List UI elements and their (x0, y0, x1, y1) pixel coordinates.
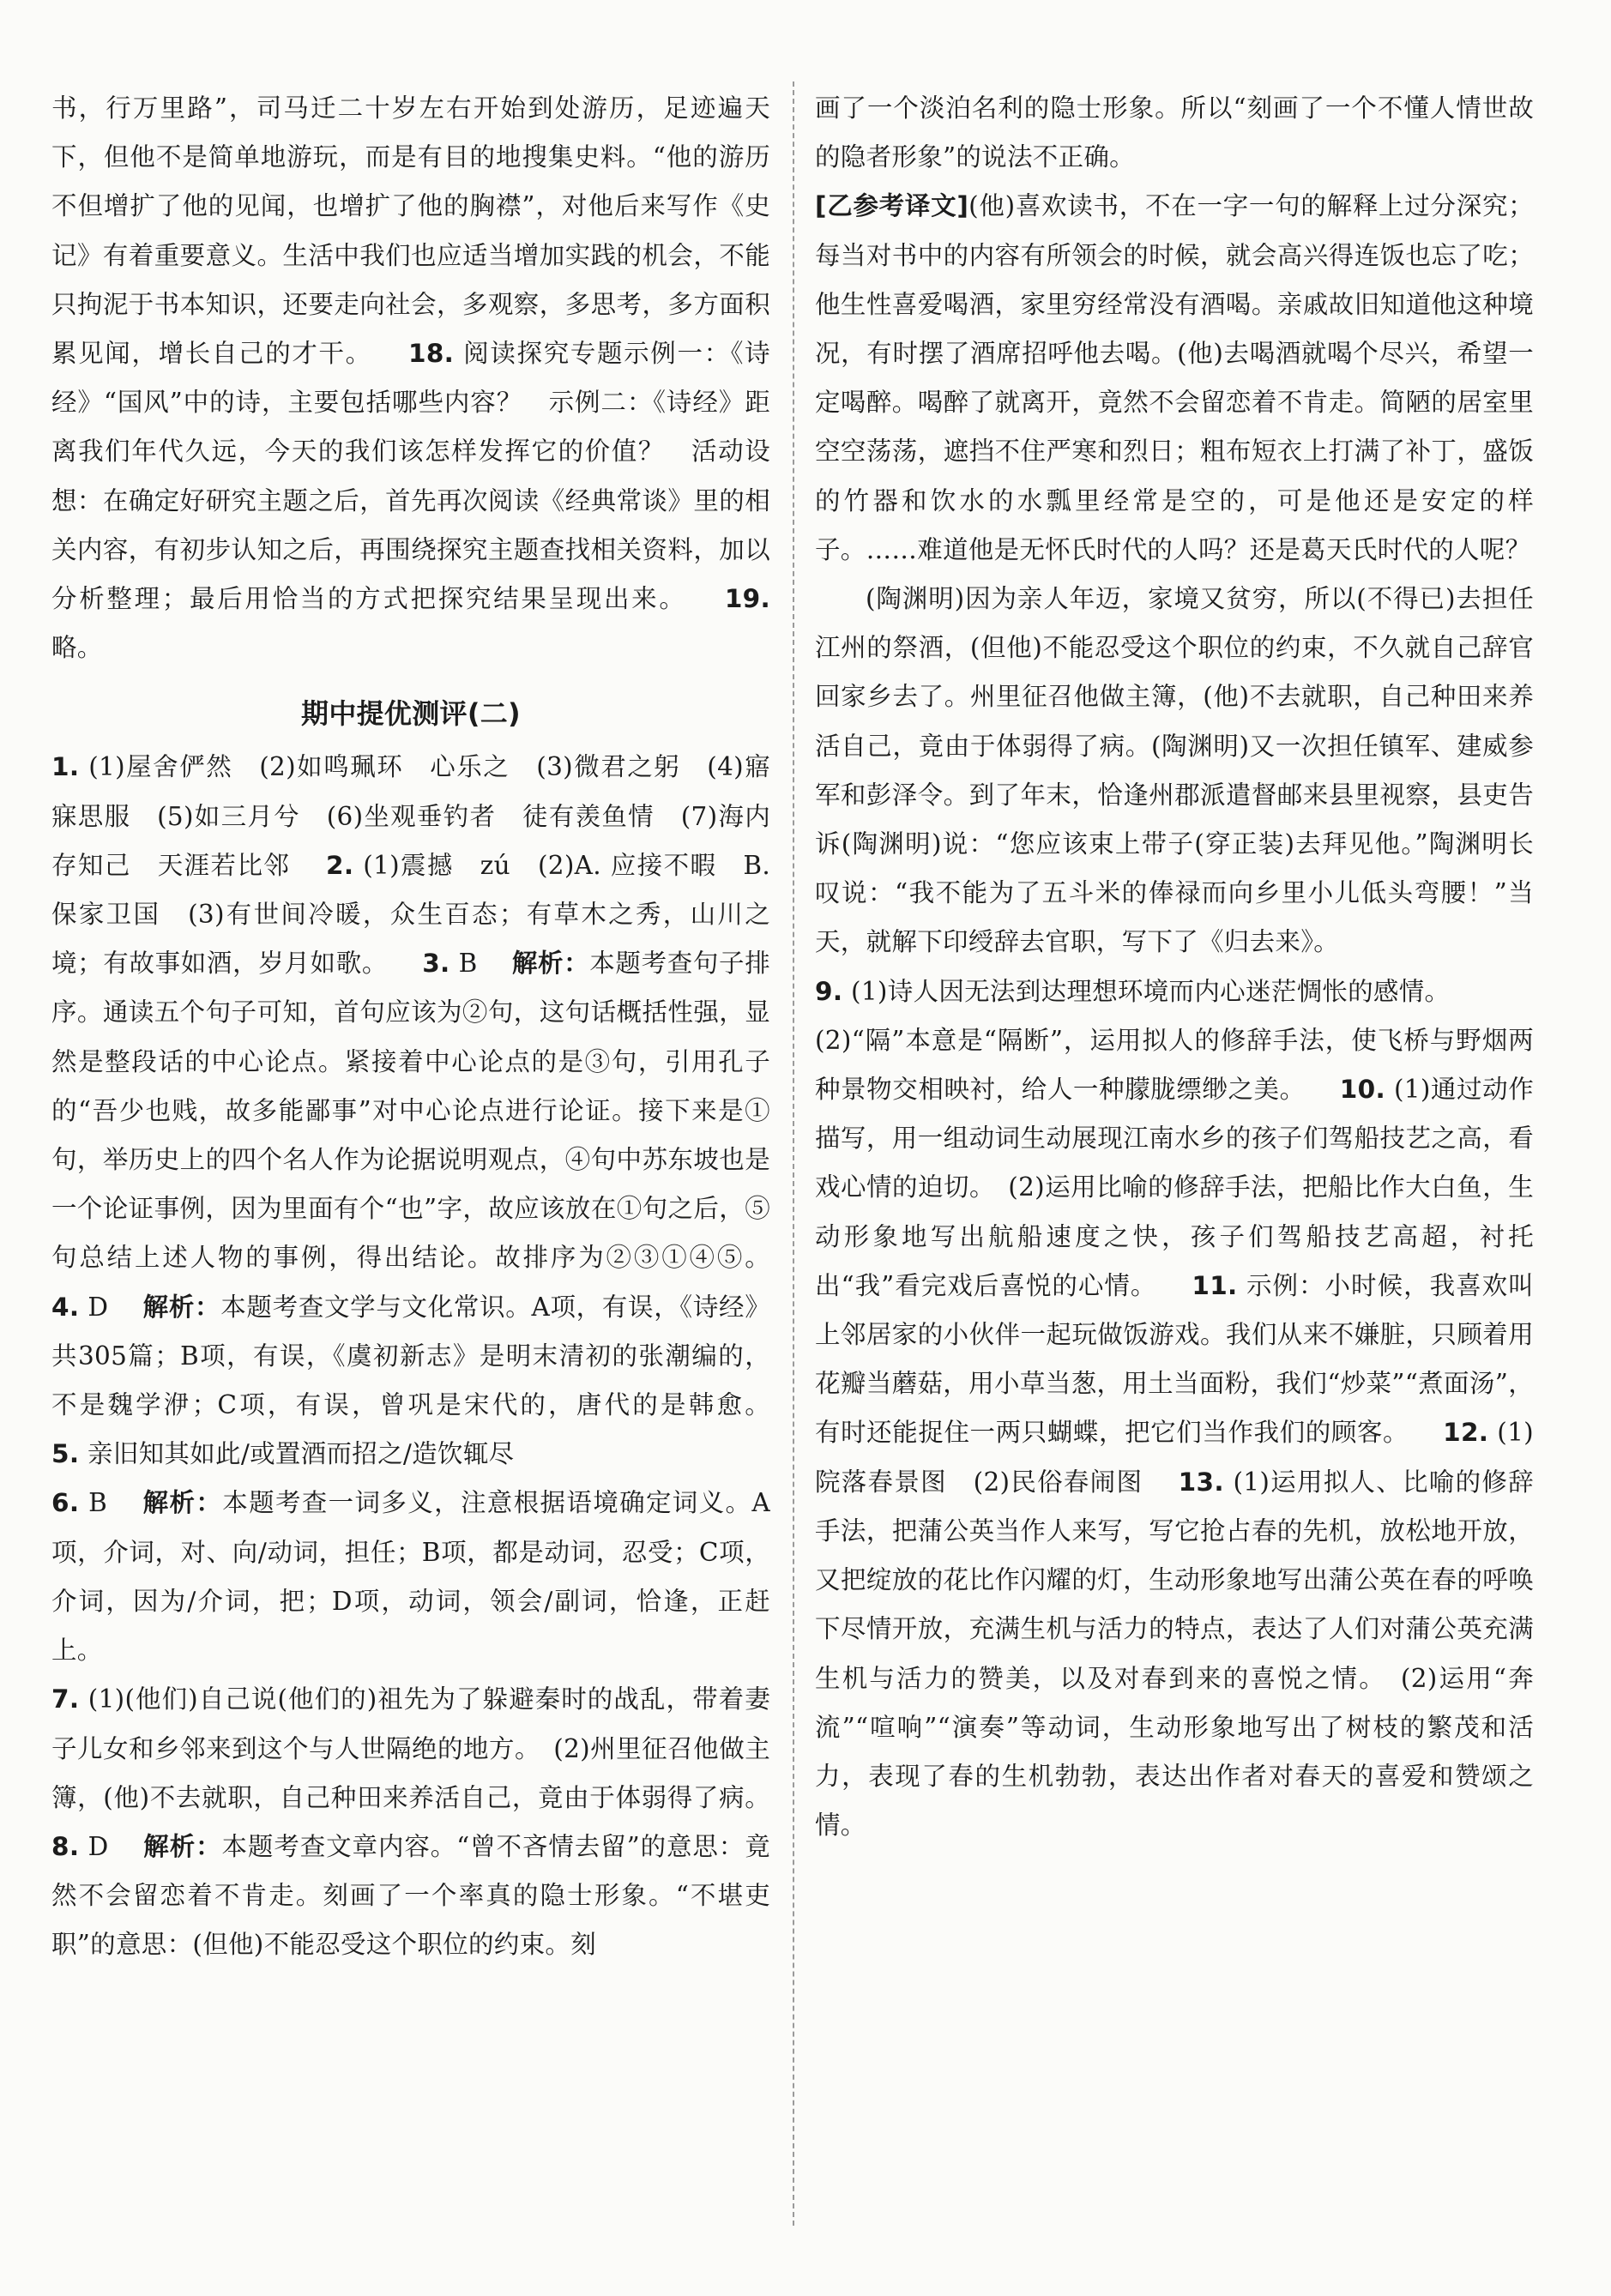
question-3-answer: B (458, 949, 478, 979)
question-4-number: 4. (51, 1292, 80, 1322)
answer-9-2-onward (815, 1016, 1534, 1850)
question-3-number: 3. (422, 949, 450, 979)
question-2-number: 2. (326, 850, 354, 880)
question-13-number: 13. (1178, 1467, 1224, 1497)
answer-9-1 (815, 967, 1534, 1016)
question-6-analysis: 本题考查一词多义，注意根据语境确定词义。A项，介词，对、向/动词，担任；B项，都是动词，忍受；C项，介词，因为/介词，把；D项，动词，领会/副词，恰逢，正赶上。 (51, 1488, 770, 1666)
left-column (51, 84, 770, 1970)
question-12-text: (1)院落春景图 (2)民俗春闹图 (815, 1418, 1534, 1497)
question-4-answer: D (87, 1292, 109, 1322)
question-13-text: (1)运用拟人、比喻的修辞手法，把蒲公英当作人来写，写它抢占春的先机，放松地开放，又把绽放的花比作闪耀的灯，生动形象地写出蒲公英在春的呼唤下尽情开放，充满生机与活力的特点，表达了人们对蒲公英充满生机与活力的赞美，以及对春到来的喜悦之情。 (2)运用“奔流”“喧响”“演奏”等动词，生动形象地写出了树枝的繁茂和活力，表现了春的生机勃勃，表达出作者对春天的喜爱和赞颂之情。 (815, 1467, 1534, 1841)
answers-1-2 (51, 743, 770, 1479)
question-9-text-1: (1)诗人因无法到达理想环境而内心迷茫惆怅的感情。 (851, 976, 1451, 1006)
column-divider (793, 81, 794, 2226)
right-column (815, 84, 1534, 1850)
question-18-number: 18. (408, 339, 455, 369)
question-2-text: (1)震撼 zú (2)A. 应接不暇 B. 保家卫国 (3)有世间冷暖，众生百态；有草木之秀，山川之境；有故事如酒，岁月如歌。 (51, 850, 771, 979)
question-9-number: 9. (815, 976, 843, 1006)
question-4-analysis: 本题考查文学与文化常识。A项，有误，《诗经》共305篇；B项，有误，《虞初新志》是明末清初的张潮编的，不是魏学洢；C项，有误，曾巩是宋代的，唐代的是韩愈。 (51, 1292, 771, 1420)
question-19-number: 19. (724, 584, 770, 614)
reference-translation (815, 182, 1534, 575)
question-9-text-2: (2)“隔”本意是“隔断”，运用拟人的修辞手法，使飞桥与野烟两种景物交相映衬，给人一种朦胧缥缈之美。 (815, 1025, 1534, 1105)
question-4-analysis-label: 解析： (142, 1292, 221, 1322)
reference-translation-tag: [乙参考译文] (815, 191, 969, 221)
question-6-number: 6. (51, 1488, 80, 1518)
paragraph-continued: 画了一个淡泊名利的隐士形象。所以“刻画了一个不懂人情世故的隐者形象”的说法不正确。 (815, 93, 1534, 172)
question-10-number: 10. (1339, 1075, 1385, 1105)
question-10-text: (1)通过动作描写，用一组动词生动展现江南水乡的孩子们驾船技艺之高，看戏心情的迫切。 (2)运用比喻的修辞手法，把船比作大白鱼，生动形象地写出航船速度之快，孩子们驾船技艺高超，衬托出“我”看完戏后喜悦的心情。 (815, 1075, 1534, 1300)
answer-7-8 (51, 1675, 770, 1969)
question-5-text: 亲旧知其如此/或置酒而招之/造饮辄尽 (87, 1439, 515, 1469)
question-19-text: 略。 (51, 633, 103, 663)
question-8-analysis: 本题考查文章内容。“曾不吝情去留”的意思：竟然不会留恋着不肯走。刻画了一个率真的隐士形象。“不堪吏职”的意思：(但他)不能忍受这个职位的约束。刻 (51, 1831, 771, 1960)
paragraph-essay (51, 84, 770, 672)
question-8-number: 8. (51, 1831, 80, 1861)
answer-6 (51, 1479, 770, 1675)
question-18-text: 阅读探究专题示例一：《诗经》“国风”中的诗，主要包括哪些内容？ 示例二：《诗经》距离我们年代久远，今天的我们该怎样发挥它的价值？ 活动设想：在确定好研究主题之后，首先再次阅读《经典常谈》里的相关内容，有初步认知之后，再围绕探究主题查找相关资料，加以分析整理；最后用恰当的方式把探究结果呈现出来。 (51, 339, 770, 614)
question-3-analysis: 本题考查句子排序。通读五个句子可知，首句应该为②句，这句话概括性强，显然是整段话的中心论点。紧接着中心论点的是③句，引用孔子的“吾少也贱，故多能鄙事”对中心论点进行论证。接下来是①句，举历史上的四个名人作为论据说明观点，④句中苏东坡也是一个论证事例，因为里面有个“也”字，故应该放在①句之后，⑤句总结上述人物的事例，得出结论。故排序为②③①④⑤。 (51, 949, 771, 1273)
reference-translation-text-1: (他)喜欢读书，不在一字一句的解释上过分深究；每当对书中的内容有所领会的时候，就会高兴得连饭也忘了吃；他生性喜爱喝酒，家里穷经常没有酒喝。亲戚故旧知道他这种境况，有时摆了酒席招呼他去喝。(他)去喝酒就喝个尽兴，希望一定喝醉。喝醉了就离开，竟然不会留恋着不肯走。简陋的居室里空空荡荡，遮挡不住严寒和烈日；粗布短衣上打满了补丁，盛饭的竹器和饮水的水瓢里经常是空的，可是他还是安定的样子。……难道他是无怀氏时代的人吗？还是葛天氏时代的人呢？ (815, 191, 1534, 564)
question-6-answer: B (88, 1488, 108, 1518)
question-3-analysis-label: 解析： (511, 949, 590, 979)
question-1-text: (1)屋舍俨然 (2)如鸣珮环 心乐之 (3)微君之躬 (4)寤寐思服 (5)如三月兮 (6)坐观垂钓者 徒有羡鱼情 (7)海内存知己 天涯若比邻 (51, 752, 770, 880)
section-heading: 期中提优测评(二) (301, 697, 521, 731)
paragraph-essay-text: 书，行万里路”，司马迁二十岁左右开始到处游历，足迹遍天下，但他不是简单地游玩，而是有目的地搜集史料。“他的游历不但增扩了他的见闻，也增扩了他的胸襟”，对他后来写作《史记》有着重要意义。生活中我们也应适当增加实践的机会，不能只拘泥于书本知识，还要走向社会，多观察，多思考，多方面积累见闻，增长自己的才干。 (51, 93, 770, 369)
question-5-number: 5. (51, 1439, 80, 1469)
question-1-number: 1. (51, 752, 80, 782)
question-11-number: 11. (1192, 1270, 1238, 1300)
reference-translation-2: (陶渊明)因为亲人年迈，家境又贫穷，所以(不得已)去担任江州的祭酒，(但他)不能忍受这个职位的约束，不久就自己辞官回家乡去了。州里征召他做主簿，(他)不去就职，自己种田来养活自己，竟由于体弱得了病。(陶渊明)又一次担任镇军、建威参军和彭泽令。到了年末，恰逢州郡派遣督邮来县里视察，县吏告诉(陶渊明)说：“您应该束上带子(穿正装)去拜见他。”陶渊明长叹说：“我不能为了五斗米的俸禄而向乡里小儿低头弯腰！”当天，就解下印绶辞去官职，写下了《归去来》。 (815, 584, 1534, 957)
question-8-analysis-label: 解析： (143, 1831, 222, 1861)
question-6-analysis-label: 解析： (142, 1488, 223, 1518)
question-12-number: 12. (1443, 1418, 1489, 1448)
question-7-number: 7. (51, 1684, 80, 1714)
question-8-answer: D (87, 1831, 109, 1861)
question-11-text: 示例：小时候，我喜欢叫上邻居家的小伙伴一起玩做饭游戏。我们从来不嫌脏，只顾着用花瓣当蘑菇，用小草当葱，用土当面粉，我们“炒菜”“煮面汤”，有时还能捉住一两只蝴蝶，把它们当作我们的顾客。 (815, 1270, 1534, 1448)
question-7-text: (1)(他们)自己说(他们的)祖先为了躲避秦时的战乱，带着妻子儿女和乡邻来到这个与人世隔绝的地方。 (2)州里征召他做主簿，(他)不去就职，自己种田来养活自己，竟由于体弱得了病。 (51, 1684, 770, 1812)
